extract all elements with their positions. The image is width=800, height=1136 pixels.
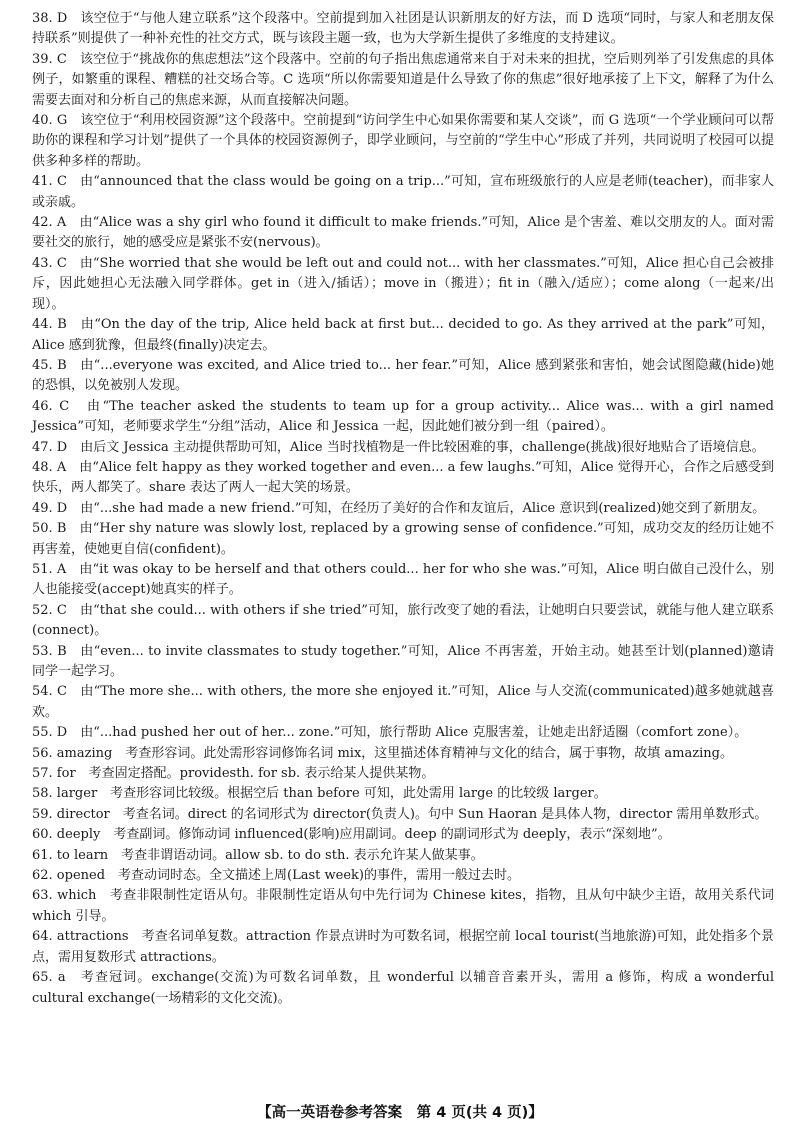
answer-54: 54. C 由“The more she... with others, the more she enjoyed it.”可知，Alice 与人交流(communicated)越多她就越喜欢。	[32, 684, 774, 720]
answer-56: 56. amazing 考查形容词。此处需形容词修饰名词 mix，这里描述体育精神与文化的结合，属于事物，故填 amazing。	[32, 745, 733, 761]
answer-43: 43. C 由“She worried that she would be left out and could not... with her classmates.”可知，Alice 担心自己会被排斥，因此她担心无法融入同学群体。get in（进入/插话）；move in（搬进）；fit in（融入/适应）；come along（一起来/出现）。	[32, 255, 774, 312]
answer-41: 41. C 由“announced that the class would be going on a trip...”可知，宣布班级旅行的人应是老师(teacher)，而非家人或亲戚。	[32, 174, 774, 210]
answer-50: 50. B 由“Her shy nature was slowly lost, replaced by a growing sense of confidence.”可知，成功交友的经历让她不再害羞，使她更自信(confident)。	[32, 521, 774, 557]
answer-list	[32, 9, 774, 1009]
answer-62: 62. opened 考查动词时态。全文描述上周(Last week)的事件，需用一般过去时。	[32, 868, 520, 884]
answer-65: 65. a 考查冠词。exchange(交流)为可数名词单数，且 wonderful 以辅音音素开头，需用 a 修饰，构成 a wonderful cultural exchange(一场精彩的文化交流)。	[32, 970, 774, 1006]
answer-58: 58. larger 考查形容词比较级。根据空后 than before 可知，此处需用 large 的比较级 larger。	[32, 786, 607, 802]
answer-63: 63. which 考查非限制性定语从句。非限制性定语从句中先行词为 Chinese kites，指物，且从句中缺少主语，故用关系代词 which 引导。	[32, 888, 774, 924]
answer-48: 48. A 由“Alice felt happy as they worked together and even... a few laughs.”可知，Alice 觉得开心，合作之后感受到快乐，两人都笑了。share 表达了两人一起大笑的场景。	[32, 459, 774, 496]
answer-59: 59. director 考查名词。direct 的名词形式为 director(负责人)。句中 Sun Haoran 是具体人物，director 需用单数形式。	[32, 806, 768, 822]
answer-38: 38. D 该空位于“与他人建立联系”这个段落中。空前提到加入社团是认识新朋友的好方法，而 D 选项“同时，与家人和老朋友保持联系”则提供了一种补充性的社交方式，既与该段主题一致，也为大学新生提供了多维度的支持建议。	[32, 11, 774, 47]
answer-42: 42. A 由“Alice was a shy girl who found it difficult to make friends.”可知，Alice 是个害羞、难以交朋友的人。面对需要社交的旅行，她的感受应是紧张不安(nervous)。	[32, 215, 774, 251]
answer-49: 49. D 由“...she had made a new friend.”可知，在经历了美好的合作和友谊后，Alice 意识到(realized)她交到了新朋友。	[32, 500, 766, 516]
page-footer: 【高一英语卷参考答案 第 4 页(共 4 页)】	[257, 1105, 543, 1121]
answer-55: 55. D 由“...had pushed her out of her... zone.”可知，旅行帮助 Alice 克服害羞，让她走出舒适圈（comfort zone）。	[32, 725, 748, 741]
answer-47: 47. D 由后文 Jessica 主动提供帮助可知，Alice 当时找植物是一件比较困难的事，challenge(挑战)很好地贴合了语境信息。	[32, 439, 765, 455]
answer-46: 46. C 由“The teacher asked the students to team up for a group activity... Alice was... with a girl named Jessica”可知，老师要求学生“分组”活动，Alice 和 Jessica 一起，因此她们被分到一组（paired）。	[32, 398, 774, 435]
answer-39: 39. C 该空位于“挑战你的焦虑想法”这个段落中。空前的句子指出焦虑通常来自于对未来的担扰，空后则列举了引发焦虑的具体例子，如繁重的课程、糟糕的社交场合等。C 选项“所以你需要知道是什么导致了你的焦虑”很好地承接了上下文，解释了为什么需要去面对和分析自己的焦虑来源，从而直接解决问题。	[32, 51, 774, 108]
answer-52: 52. C 由“that she could... with others if she tried”可知，旅行改变了她的看法，让她明白只要尝试，就能与他人建立联系(connect)。	[32, 602, 774, 639]
answer-61: 61. to learn 考查非谓语动词。allow sb. to do sth. 表示允许某人做某事。	[32, 847, 484, 863]
answer-64: 64. attractions 考查名词单复数。attraction 作景点讲时为可数名词，根据空前 local tourist(当地旅游)可知，此处指多个景点，需用复数形式 attractions。	[32, 929, 774, 965]
answer-60: 60. deeply 考查副词。修饰动词 influenced(影响)应用副词。deep 的副词形式为 deeply，表示“深刻地”。	[32, 827, 671, 843]
answer-57: 57. for 考查固定搭配。providesth. for sb. 表示给某人提供某物。	[32, 766, 435, 782]
answer-40: 40. G 该空位于“利用校园资源”这个段落中。空前提到“访问学生中心如果你需要和某人交谈”，而 G 选项“一个学业顾问可以帮助你的课程和学习计划”提供了一个具体的校园资源例子，即学业顾问，与空前的“学生中心”形成了并列，共同说明了校园可以提供多种多样的帮助。	[32, 113, 774, 169]
answer-44: 44. B 由“On the day of the trip, Alice held back at first but... decided to go. As they arrived at the park”可知，Alice 感到犹豫，但最终(finally)决定去。	[32, 317, 774, 353]
answer-45: 45. B 由“...everyone was excited, and Alice tried to... her fear.”可知，Alice 感到紧张和害怕，她会试图隐藏(hide)她的恐惧，以免被别人发现。	[32, 357, 774, 394]
answer-51: 51. A 由“it was okay to be herself and that others could... her for who she was.”可知，Alice 明白做自己没什么，别人也能接受(accept)她真实的样子。	[32, 561, 774, 598]
answer-53: 53. B 由“even... to invite classmates to study together.”可知，Alice 不再害羞，开始主动。她甚至计划(planned)邀请同学一起学习。	[32, 643, 774, 679]
